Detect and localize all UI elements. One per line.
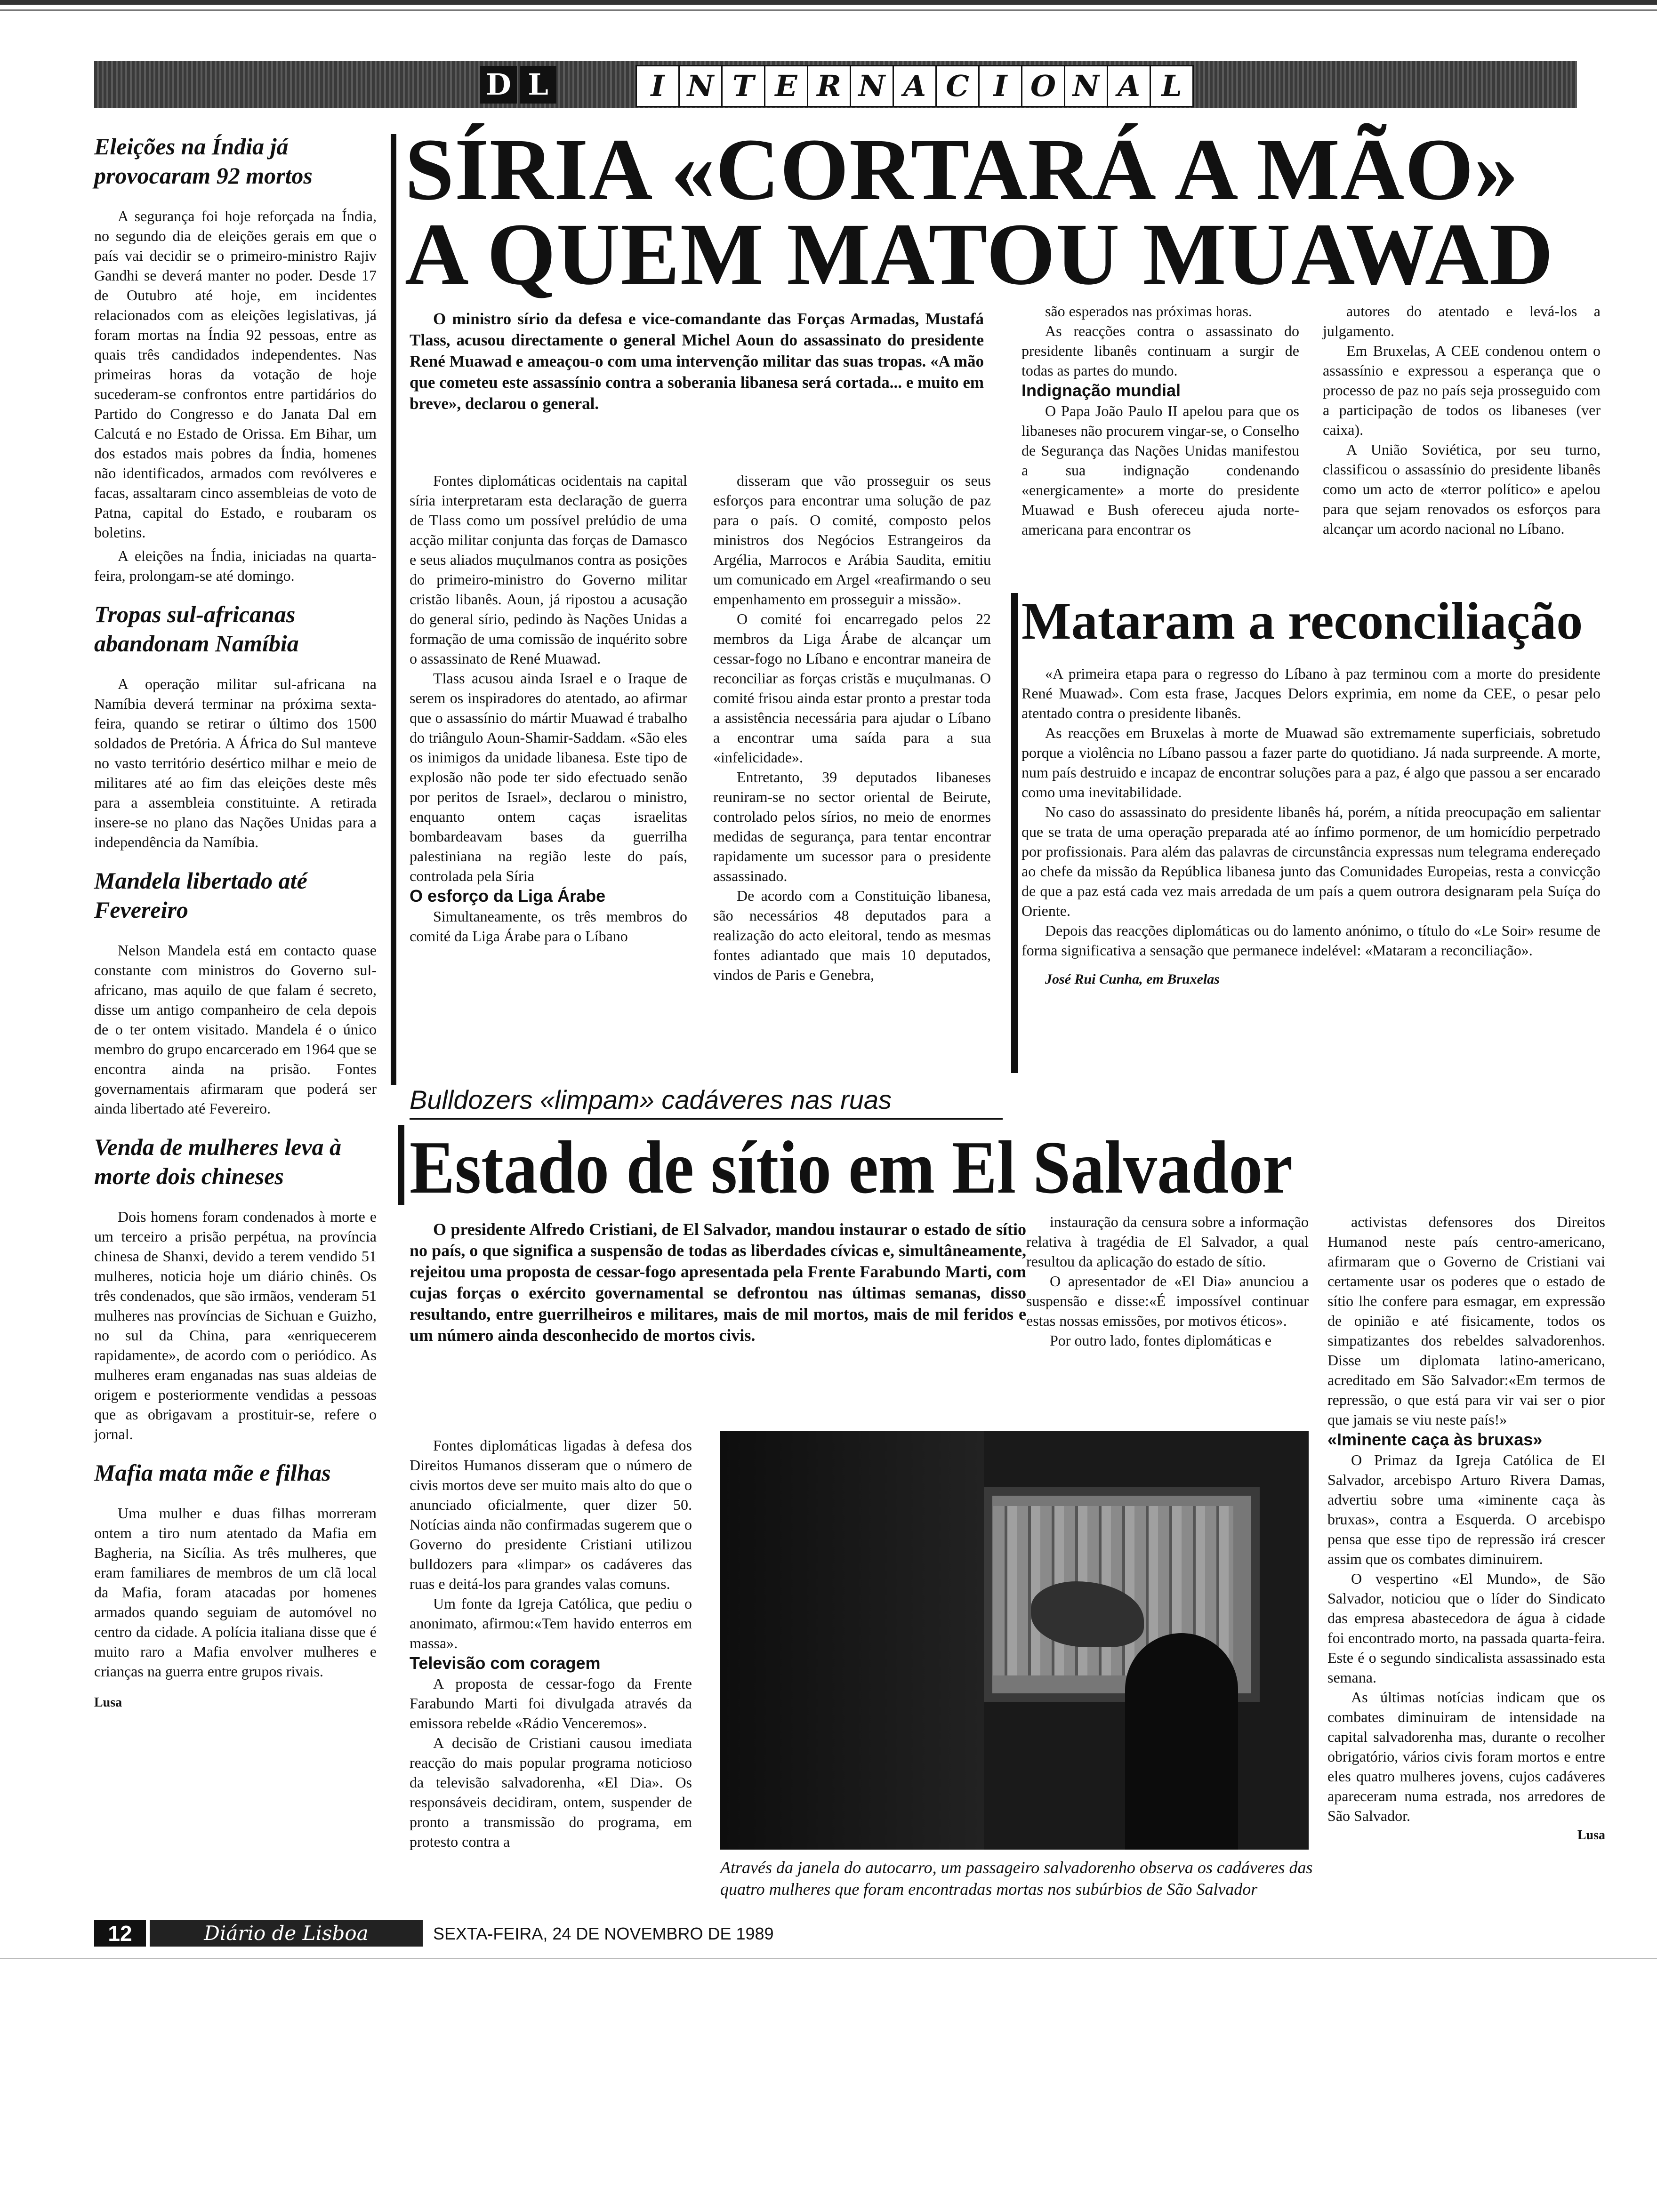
photo-bus-interior xyxy=(720,1431,984,1850)
brief-headline: Mandela libertado até Fevereiro xyxy=(94,867,307,923)
section-letter: T xyxy=(721,65,765,107)
bottom-rule xyxy=(0,1958,1657,1959)
section-letter: I xyxy=(978,65,1022,107)
article-column xyxy=(1022,301,1299,539)
article-credit: Lusa xyxy=(1577,1828,1605,1843)
article-column xyxy=(713,471,991,985)
page-number: 12 xyxy=(94,1920,146,1947)
logo-letter: L xyxy=(520,66,556,104)
article-paragraph: Por outro lado, fontes diplomáticas e xyxy=(1050,1332,1272,1349)
brief-headline: Mafia mata mãe e filhas xyxy=(94,1459,331,1486)
article-paragraph: activistas defensores dos Direitos Humanod neste país centro-americano, afirmaram que o Governo de Cristiani vai certamente usar os poderes que o estado de sítio lhe confere para esmagar, em expressão de opinião e até fisicamente, todos os simpatizantes dos rebeldes salvadorenhos. Disse um diplomata latino-americano, acreditado em São Salvador:«Em termos de repressão, o que está para vir vai ser o pior que jamais se viu neste país!» xyxy=(1327,1213,1605,1428)
headline-rule xyxy=(398,1125,404,1205)
article-paragraph: Tlass acusou ainda Israel e o Iraque de serem os inspiradores do atentado, ao afirmar que o assassínio do mártir Muawad é trabalho do triângulo Aoun-Shamir-Saddam. «São eles os inimigos da unidade libanesa. Este tipo de explosão não pode ter sido efectuado senão por peritos de Israel», declarou o ministro, enquanto ontem caças israelitas bombardeavam bases da guerrilha palestiniana na região leste do país, controlada pela Síria xyxy=(410,670,687,884)
brief-paragraph: Dois homens foram condenados à morte e um terceiro a prisão perpétua, na província chinesa de Shanxi, devido a terem vendido 51 mulheres, noticia hoje um diário chinês. Os três condenados, que são irmãos, venderam 51 mulheres nas províncias de Sichuan e Guizho, no sul da China, para «enriquecerem rapidamente», de acordo com o periódico. As mulheres eram enganadas nas suas aldeias de origem e posteriormente vendidas a pessoas que as obrigavam a prostituir-se, refere o jornal. xyxy=(94,1208,377,1443)
article-paragraph: Um fonte da Igreja Católica, que pediu o anonimato, afirmou:«Tem havido enterros em massa». xyxy=(410,1595,692,1651)
article-paragraph: As últimas notícias indicam que os combates diminuiram de intensidade na capital salvadorenha mas, durante o recolher obrigatório, vários civis foram mortos e entre eles quatro mulheres jovens, cujos cadáveres apareceram numa estrada, nos arredores de São Salvador. xyxy=(1327,1689,1605,1824)
article-lead: O presidente Alfredo Cristiani, de El Salvador, mandou instaurar o estado de sítio no país, o que significa a suspensão de todas as liberdades cívicas e, simultâneamente, rejeitou uma proposta de cessar-fogo apresentada pela Frente Farabundo Marti, com cujas forças o exército governamental se defrontou nas últimas semanas, disso resultando, entre guerrilheiros e militares, mais de mil mortos, mais de mil feridos e um número ainda desconhecido de mortos civis. xyxy=(410,1220,1026,1345)
article-subhead: Indignação mundial xyxy=(1022,381,1181,400)
article-paragraph: Simultaneamente, os três membros do comité da Liga Árabe para o Líbano xyxy=(410,908,687,945)
logo-letter: D xyxy=(480,66,517,104)
section-letter: A xyxy=(1107,65,1151,107)
article-column xyxy=(1327,1212,1605,1845)
article-lead: O ministro sírio da defesa e vice-comandante das Forças Armadas, Mustafá Tlass, acusou directamente o general Michel Aoun do assassinato do presidente René Muawad e ameaçou-o com uma intervenção militar das suas tropas. «A mão que cometeu este assassínio contra a soberania libanesa será cortada... e muito em breve», declarou o general. xyxy=(410,310,984,413)
brief-headline: Eleições na Índia já provocaram 92 mortos xyxy=(94,133,313,189)
article-paragraph: O apresentador de «El Dia» anunciou a suspensão e disse:«É impossível continuar estas nossas emissões, por motivos éticos». xyxy=(1026,1273,1309,1329)
article-paragraph: autores do atentado e levá-los a julgamento. xyxy=(1323,303,1601,339)
article-column xyxy=(1323,301,1601,538)
brief-paragraph: A segurança foi hoje reforçada na Índia, no segundo dia de eleições gerais em que o país vai decidir se o primeiro-ministro Rajiv Gandhi se deverá manter no poder. Desde 17 de Outubro até hoje, em incidentes relacionados com as eleições legislativas, já foram mortas na Índia 92 pessoas, entre as quais três candidados independentes. Nas primeiras horas da votação de hoje sucederam-se confrontos entre partidários do Partido do Congresso e do Janata Dal em Calcutá e no Estado de Orissa. Em Bihar, um dos estados mais pobres da Índia, homenes não identificados, armados com revólveres e facas, assaltaram cinco assembleias de voto de Patna, capital do Estado, e roubaram os boletins. xyxy=(94,208,377,541)
brief-paragraph: Nelson Mandela está em contacto quase constante com ministros do Governo sul-africano, mas aquilo de que falam é secreto, disse um antigo companheiro de cela depois de o ter ontem visitado. Mandela é o único membro do grupo encarcerado em 1964 que se encontra ainda na prisão. Fontes governamentais afirmaram que poderá ser ainda libertado até Fevereiro. xyxy=(94,942,377,1117)
section-letter: N xyxy=(678,65,723,107)
issue-date: SEXTA-FEIRA, 24 DE NOVEMBRO DE 1989 xyxy=(433,1924,774,1943)
top-rule xyxy=(0,0,1657,5)
article-paragraph: De acordo com a Constituição libanesa, são necessários 48 deputados para a realização do acto eleitoral, tendo as mesmas fontes adiantado que mais 10 deputados, vindos de Paris e Genebra, xyxy=(713,887,991,983)
page-footer xyxy=(94,1920,1577,1948)
article-kicker: Bulldozers «limpam» cadáveres nas ruas xyxy=(410,1085,1003,1120)
section-letter: A xyxy=(893,65,937,107)
article-paragraph: Em Bruxelas, A CEE condenou ontem o assassínio e expressou a esperança que o processo de paz no país seja prosseguido com a participação de todos os libaneses (ver caixa). xyxy=(1323,342,1601,438)
masthead-logo xyxy=(480,66,556,104)
article-paragraph: O Primaz da Igreja Católica de El Salvador, arcebispo Arturo Rivera Damas, advertiu sobre uma «iminente caça às bruxas», contra a Esquerda. O arcebispo pensa que esse tipo de repressão irá crescer assim que os combates diminuirem. xyxy=(1327,1451,1605,1567)
main-headline xyxy=(405,120,1610,303)
brief-paragraph: Uma mulher e duas filhas morreram ontem a tiro num atentado da Mafia em Bagheria, na Sicília. As três mulheres, que eram familiares de membros de um clã local da Mafia, foram atacadas por homenes armados quando seguiam de automóvel no centro da cidade. A polícia italiana disse que é muito raro a Mafia envolver mulheres e crianças na guerra entre grupos rivais. xyxy=(94,1505,377,1680)
article-subhead: O esforço da Liga Árabe xyxy=(410,886,606,906)
box-paragraph: Depois das reacções diplomáticas ou do lamento anónimo, o título do «Le Soir» resume de forma significativa a sensação que permanece indelével: «Mataram a reconciliação». xyxy=(1022,922,1601,959)
section-letter: N xyxy=(1064,65,1108,107)
photo-passenger-silhouette xyxy=(1125,1633,1238,1850)
section-letter: C xyxy=(935,65,980,107)
box-signature: José Rui Cunha, em Bruxelas xyxy=(1045,971,1220,987)
article-paragraph: O vespertino «El Mundo», de São Salvador, noticiou que o líder do Sindicato das empresa abastecedora de água à cidade foi encontrado morto, na passada quarta-feira. Este é o segundo sindicalista assassinado esta semana. xyxy=(1327,1570,1605,1686)
section-letter: L xyxy=(1150,65,1194,107)
article-paragraph: são esperados nas próximas horas. xyxy=(1045,303,1252,320)
photo-caption: Através da janela do autocarro, um passageiro salvadorenho observa os cadáveres das quatro mulheres que foram encontradas mortas nos subúrbios de São Salvador xyxy=(720,1858,1313,1899)
brief-headline: Venda de mulheres leva à morte dois chineses xyxy=(94,1134,341,1189)
newspaper-name: Diário de Lisboa xyxy=(150,1920,423,1947)
news-photo xyxy=(720,1431,1309,1850)
brief-credit: Lusa xyxy=(94,1695,122,1710)
box-paragraph: As reacções em Bruxelas à morte de Muawad são extremamente superficiais, sobretudo porque a violência no Líbano passou a fazer parte do quotidiano. Já nada surpreende. A morte, num país destruido e incapaz de encontrar soluções para a paz, é algo que passou a ser encarado como uma inevitabilidade. xyxy=(1022,724,1601,801)
brief-headline: Tropas sul-africanas abandonam Namíbia xyxy=(94,601,299,657)
article-paragraph: O comité foi encarregado pelos 22 membros da Liga Árabe de alcançar um cessar-fogo no Líbano e encontrar maneira de reconciliar as forças cristãs e muçulmanas. O comité frisou ainda estar pronto a prestar toda a assistência necessária para ajudar o Líbano a encontrar uma saída para a sua «infelicidade». xyxy=(713,610,991,766)
article-subhead: Televisão com coragem xyxy=(410,1653,601,1673)
box-paragraph: No caso do assassinato do presidente libanês há, porém, a nítida preocupação em salientar que se trata de uma operação preparada até ao ínfimo pormenor, de um homicídio perpetrado por profissionais. Para além das palavras de circunstância expressas num telegrama endereçado ao chefe da missão da República libanesa junto das Comunidades Europeias, resta a convicção de que a paz está cada vez mais arredada de um país a quem outrora designaram pela Suíça do Oriente. xyxy=(1022,803,1601,919)
article-paragraph: Fontes diplomáticas ocidentais na capital síria interpretaram esta declaração de guerra de Tlass como um possível prelúdio de uma acção militar conjunta das forças de Damasco e seus aliados muçulmanos contra as posições do primeiro-ministro do Governo militar cristão libanês. Aoun, já ripostou a acusação do general sírio, pedindo às Nações Unidas a formação de uma comissão de inquérito sobre o assassinato de René Muawad. xyxy=(410,472,687,667)
sidebar-box xyxy=(1022,593,1601,989)
article-paragraph: O Papa João Paulo II apelou para que os libaneses não procurem vingar-se, o Conselho de Segurança das Nações Unidas manifestou a sua indignação condenando «energicamente» a morte do presidente Muawad e Bush ofereceu ajuda norte-americana para encontrar os xyxy=(1022,402,1299,538)
box-rule xyxy=(1011,593,1018,1073)
section-letter: N xyxy=(850,65,894,107)
article-column xyxy=(410,1435,692,1851)
article-paragraph: Fontes diplomáticas ligadas à defesa dos Direitos Humanos disseram que o número de civis mortos deve ser muito mais alto do que o anunciado oficialmente, quer dizer 50. Notícias ainda não confirmadas sugerem que o Governo do presidente Cristiani utilizou bulldozers para «limpar» os cadáveres das ruas e deitá-los para grandes valas comuns. xyxy=(410,1437,692,1592)
article-paragraph: As reacções contra o assassinato do presidente libanês continuam a surgir de todas as partes do mundo. xyxy=(1022,322,1299,379)
box-paragraph: «A primeira etapa para o regresso do Líbano à paz terminou com a morte do presidente René Muawad». Com esta frase, Jacques Delors exprimia, em nome da CEE, o pesar pelo atentado contra o presidente libanês. xyxy=(1022,665,1601,721)
article-column xyxy=(1026,1212,1309,1350)
section-letter: I xyxy=(635,65,680,107)
box-headline: Mataram a reconciliação xyxy=(1022,592,1583,650)
main-headline-line2: A QUEM MATOU MUAWAD xyxy=(405,205,1554,303)
article-paragraph: A proposta de cessar-fogo da Frente Farabundo Marti foi divulgada através da emissora rebelde «Rádio Venceremos». xyxy=(410,1675,692,1731)
brief-paragraph: A eleições na Índia, iniciadas na quarta-feira, prolongam-se até domingo. xyxy=(94,547,377,584)
brief-paragraph: A operação militar sul-africana na Namíbia deverá terminar na próxima sexta-feira, quando se retirar o último dos 1500 soldados de Pretória. A África do Sul manteve no vasto território desértico milhar e meio de militares até ao fim das eleições deste mês para a assembleia constituinte. A retirada insere-se no plano das Nações Unidas para a independência da Namíbia. xyxy=(94,675,377,850)
article-column xyxy=(410,471,687,946)
section-letter: E xyxy=(764,65,808,107)
sidebar-briefs xyxy=(94,132,377,1710)
section-letter: O xyxy=(1021,65,1065,107)
article-paragraph: instauração da censura sobre a informação relativa à tragédia de El Salvador, a qual resultou da aplicação do estado de sítio. xyxy=(1026,1213,1309,1270)
article-paragraph: A União Soviética, por seu turno, classificou o assassínio do presidente libanês como um acto de «terror político» e apelou para que sejam renovados os esforços para alcançar um acordo nacional no Líbano. xyxy=(1323,441,1601,537)
article-paragraph: Entretanto, 39 deputados libaneses reuniram-se no sector oriental de Beirute, controlado pelos sírios, no meio de enormes medidas de segurança, para tentar encontrar rapidamente um sucessor para o presidente assassinado. xyxy=(713,769,991,884)
top-rule-thin xyxy=(0,9,1657,11)
main-headline-line1: SÍRIA «CORTARÁ A MÃO» xyxy=(405,120,1519,218)
column-rule xyxy=(391,134,396,1085)
section-letter: R xyxy=(807,65,851,107)
article-subhead: «Iminente caça às bruxas» xyxy=(1327,1430,1543,1449)
article-paragraph: A decisão de Cristiani causou imediata reacção do mais popular programa noticioso da televisão salvadorenha, «El Dia». Os responsáveis decidiram, ontem, suspender de pronto a transmissão do programa, em protesto contra a xyxy=(410,1734,692,1850)
section-title xyxy=(635,65,1192,104)
second-headline: Estado de sítio em El Salvador xyxy=(410,1125,1293,1209)
article-paragraph: disseram que vão prosseguir os seus esforços para encontrar uma solução de paz para o país. O comité, composto pelos ministros dos Negócios Estrangeiros da Argélia, Marrocos e Arábia Saudita, emitiu um comunicado em Argel «reafirmando o seu empenhamento em prosseguir a missão». xyxy=(713,472,991,608)
